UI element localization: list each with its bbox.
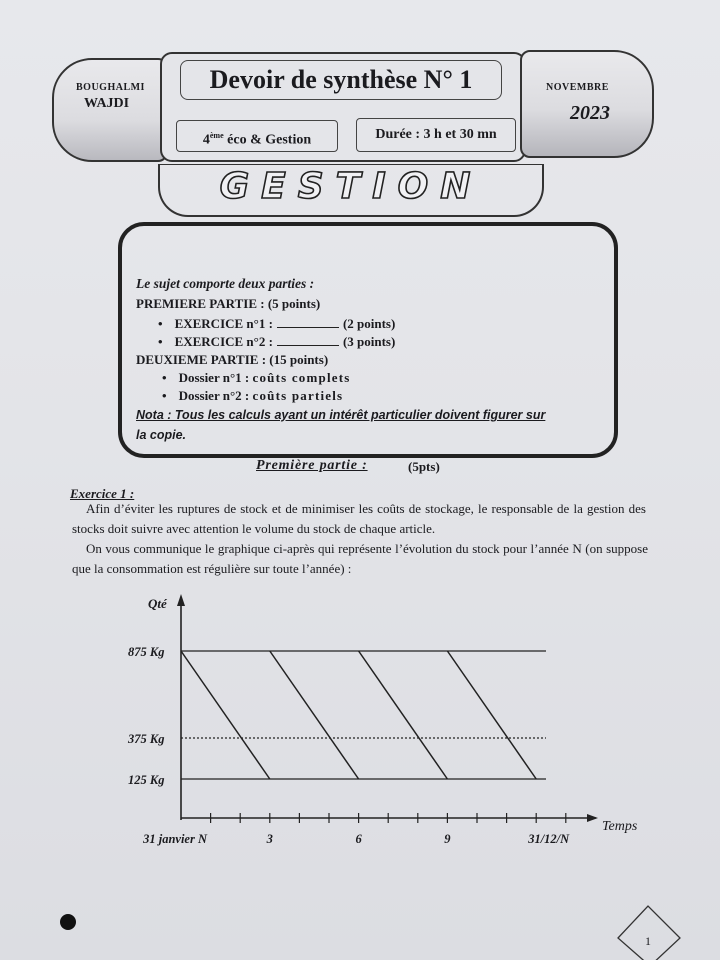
stock-consumption-segment-4 — [447, 651, 536, 779]
paragraph-2: On vous communique le graphique ci-après qui représente l’évolution du stock pour l’année N (on suppose que la consommation est régulière sur toute l’année) : — [72, 541, 648, 576]
exam-title: Devoir de synthèse N° 1 — [180, 60, 502, 100]
class-level-name: éco & Gestion — [223, 132, 312, 148]
page-corner-mark — [618, 906, 680, 960]
stock-consumption-segment-3 — [359, 651, 448, 779]
dossier2-label: Dossier n°2 : — [178, 388, 253, 403]
nota-line-1: Nota : Tous les calculs ayant un intérêt particulier doivent figurer sur — [136, 408, 546, 422]
part1-points: (5pts) — [408, 459, 440, 474]
stock-consumption-segment-2 — [270, 651, 359, 779]
exercise2-label: EXERCICE n°2 : — [174, 334, 273, 349]
teacher-last-name: BOUGHALMI — [76, 82, 145, 93]
exam-duration: Durée : 3 h et 30 mn — [356, 118, 516, 152]
class-level-number: 4 — [202, 132, 210, 148]
exercise1-title: Exercice 1 : — [70, 486, 135, 501]
exercise1-label: EXERCICE n°1 : — [174, 316, 273, 331]
nota-line-2: la copie. — [136, 428, 187, 442]
part2-heading: DEUXIEME PARTIE : (15 points) — [136, 352, 329, 367]
subject-title: GESTION — [219, 166, 483, 207]
page-number: 1 — [645, 934, 651, 948]
x-axis-label: Temps — [602, 819, 638, 834]
x-tick-label: 31 janvier N — [143, 832, 207, 846]
intro-text: Le sujet comporte deux parties : — [136, 276, 315, 291]
x-tick-label: 9 — [444, 832, 451, 846]
dossier1-label: Dossier n°1 : — [178, 370, 253, 385]
exercise2-points: (3 points) — [342, 334, 396, 349]
y-tick-label: 875 Kg — [128, 645, 165, 659]
exercise1-points: (2 points) — [342, 316, 396, 331]
exam-month: NOVEMBRE — [546, 82, 609, 93]
teacher-first-name: WAJDI — [84, 96, 130, 111]
exam-year: 2023 — [570, 102, 610, 124]
x-tick-label: 3 — [266, 832, 273, 846]
x-axis-arrow — [587, 814, 598, 822]
y-tick-label: 375 Kg — [128, 732, 165, 746]
paragraph-1: Afin d’éviter les ruptures de stock et de minimiser les coûts de stockage, le responsable de la gestion des stocks doit suivre avec attention le volume du stock de chaque article. — [72, 501, 646, 536]
dossier2-text: coûts partiels — [252, 388, 344, 403]
y-axis-arrow — [177, 594, 185, 606]
x-tick-label: 31/12/N — [528, 832, 570, 846]
y-tick-label: 125 Kg — [128, 773, 165, 787]
dossier1-text: coûts complets — [252, 370, 351, 385]
stock-consumption-segment-1 — [181, 651, 270, 779]
x-tick-label: 6 — [355, 832, 362, 846]
y-axis-label: Qté — [148, 596, 167, 611]
page-dot-mark — [60, 914, 76, 930]
part1-title: Première partie : — [256, 458, 368, 473]
part1-heading: PREMIERE PARTIE : (5 points) — [136, 296, 321, 311]
class-level-sup: ème — [209, 131, 224, 140]
